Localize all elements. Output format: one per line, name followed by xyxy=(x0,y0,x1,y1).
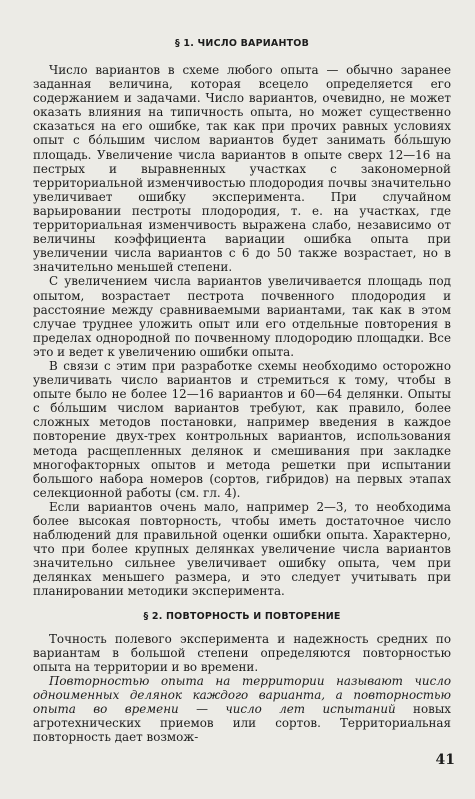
page-number: 41 xyxy=(435,752,455,768)
section-1-paragraph-2: С увеличением числа вариантов увеличивается площадь под опытом, возрастает пестрота почвенного плодородия и расстояние между сравниваемыми вариантами, так как в этом случае труднее уложить опыт или его отдельные повторения в пределах однородной по почвенному плодородию площадки. Все это и ведет к увеличению ошибки опыта. xyxy=(33,274,451,359)
section-1-paragraph-1: Число вариантов в схеме любого опыта — обычно заранее заданная величина, которая всецело определяется его содержанием и задачами. Число вариантов, очевидно, не может оказать влияния на типичность опыта, но может существенно сказаться на его ошибке, так как при прочих равных условиях опыт с бо́льшим числом вариантов будет занимать бо́льшую площадь. Увеличение числа вариантов в опыте сверх 12—16 на пестрых и выравненных участках с закономерной территориальной изменчивостью плодородия почвы значительно увеличивает ошибку эксперимента. При случайном варьировании пестроты плодородия, т. е. на участках, где территориальная изменчивость выражена слабо, независимо от величины коэффициента вариации ошибка опыта при увеличении числа вариантов с 6 до 50 также возрастает, но в значительно меньшей степени. xyxy=(33,63,451,275)
section-2-paragraph-2 xyxy=(33,674,451,744)
section-1-heading: § 1. ЧИСЛО ВАРИАНТОВ xyxy=(174,38,310,49)
section-1-paragraph-4: Если вариантов очень мало, например 2—3, то необходима более высокая повторность, чтобы иметь достаточное число наблюдений для правильной оценки ошибки опыта. Характерно, что при более крупных делянках увеличение числа вариантов значительно сильнее увеличивает ошибку опыта, чем при делянках меньшего размера, и это следует учитывать при планировании методики эксперимента. xyxy=(33,499,451,599)
section-1-paragraph-3: В связи с этим при разработке схемы необходимо осторожно увеличивать число вариантов и стремиться к тому, чтобы в опыте было не более 12—16 вариантов и 60—64 делянки. Опыты с бо́льшим числом вариантов требуют, как правило, более сложных методов постановки, например введения в каждое повторение двух-трех контрольных вариантов, использования метода расщепленных делянок и смешивания при закладке многофакторных опытов и метода решетки при испытании большого набора номеров (сортов, гибридов) на первых этапах селекционной работы (см. гл. 4). xyxy=(33,358,451,500)
definition-italic-text: Повторностью опыта на территории называют число одноименных делянок каждого варианта, а повторностью опыта во времени — число лет испытаний xyxy=(33,673,451,717)
definition-rest-text: новых агротехнических приемов или сортов. Территориальная повторность дает возмож- xyxy=(33,702,451,745)
section-2-heading: § 2. ПОВТОРНОСТЬ И ПОВТОРЕНИЕ xyxy=(143,610,341,622)
section-2-paragraph-1: Точность полевого эксперимента и надежность средних по вариантам в большой степени определяются повторностью опыта на территории и во времени. xyxy=(33,631,451,674)
page-content xyxy=(33,32,451,744)
